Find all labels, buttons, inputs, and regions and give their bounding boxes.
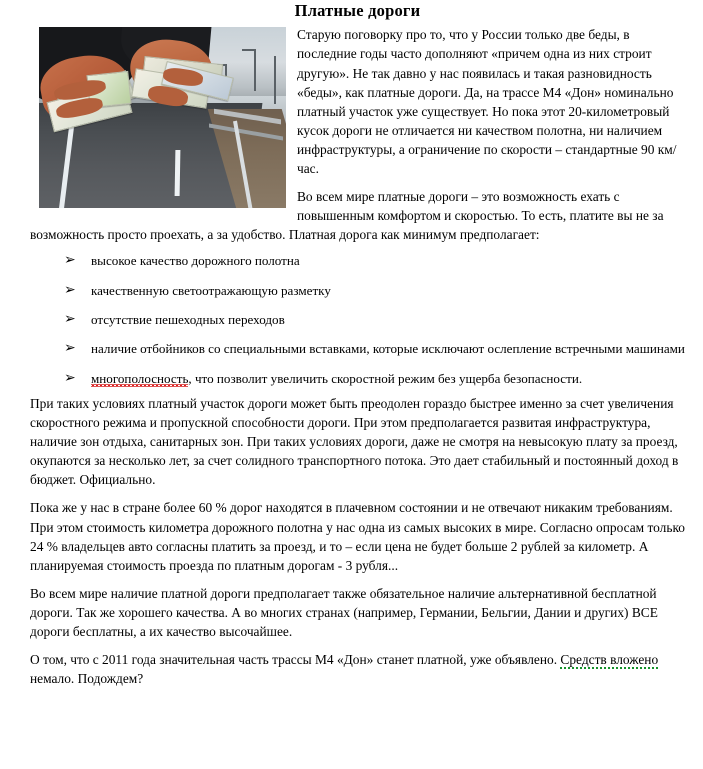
spellcheck-error-word: многополосность [91, 370, 189, 386]
list-item [61, 370, 685, 388]
money-over-road-photo [39, 27, 286, 208]
paragraph-state: Пока же у нас в стране более 60 % дорог находятся в плачевном состоянии и не отвечают никаким требованиям. При этом стоимость километра дорожного полотна у нас одна из самых высоких в мире. Согласно опросам только 24 % владельцев авто согласны платить за проезд, и то – если цена не будет больше 2 рублей за километр. А планируемая стоимость проезда по платным дорогам - 3 рубля... [30, 500, 685, 573]
paragraph-closing [30, 650, 685, 688]
list-item-label: , что позволит увеличить скоростной режим без ущерба безопасности. [188, 370, 583, 386]
closing-text-part-2: немало. Подождем? [30, 671, 144, 687]
photo-road-dash [174, 150, 180, 196]
paragraph-alternative: Во всем мире наличие платной дороги предполагает также обязательное наличие альтернативной бесплатной дороги. Так же хорошего качества. А во многих странах (например, Германии, Бельгии, Дании и других) ВСЕ дороги бесплатны, а их качество высочайшее. [30, 585, 658, 640]
paragraph-world: Во всем мире платные дороги – это возможность ехать с повышенным комфортом и скоростью. То есть, платите вы не за возможность просто проехать, а за удобство. Платная дорога как минимум предполагает: [30, 189, 664, 243]
photo-lamp-post [274, 56, 276, 104]
arrow-bullet-icon: ➢ [64, 369, 76, 386]
paragraph-conditions: При таких условиях платный участок дороги может быть преодолен гораздо быстрее именно за счет увеличения скоростного режима и пропускной способности дороги. При этом предполагается развитая инфраструктура, наличие зон отдыха, санитарных зон. При таких условиях дороги, даже не смотря на невысокую плату за проезд, окупаются за несколько лет, за счет солидного транспортного потока. Это дает стабильный и постоянный доход в бюджет. Официально. [30, 395, 679, 488]
photo-lamp-arm [242, 49, 256, 51]
list-item-label: высокое качество дорожного полотна [91, 253, 300, 269]
photo-canvas [39, 27, 286, 208]
list-item-label: качественную светоотражающую разметку [91, 282, 331, 298]
arrow-bullet-icon: ➢ [64, 311, 76, 327]
list-item [61, 282, 685, 300]
list-item-label: наличие отбойников со специальными вставками, которые исключают ослепление встречными машинами [91, 341, 685, 357]
feature-list [30, 252, 685, 388]
closing-text-part-1: О том, что с 2011 года значительная часть трассы М4 «Дон» станет платной, уже объявлено. [30, 652, 561, 668]
grammarcheck-error-phrase: Средств вложено [560, 652, 659, 668]
list-item-label: отсутствие пешеходных переходов [91, 312, 285, 327]
arrow-bullet-icon: ➢ [64, 252, 76, 269]
list-item [61, 252, 685, 270]
document-page [0, 2, 703, 769]
page-title: Платные дороги [294, 1, 421, 20]
arrow-bullet-icon: ➢ [64, 281, 76, 298]
list-item [61, 311, 685, 329]
paragraph-intro: Старую поговорку про то, что у России только две беды, в последние годы часто дополняют «причем одна из них строит другую». Не так давно у нас появилась и такая разновидность «беды», как платные дороги. Да, на трассе М4 «Дон» номинально платный участок уже существует. Но пока этот 20-километровый кусок дороги не отличается ни качеством полотна, ни наличием инфраструктуры, а ограничение по скорости – стандартные 90 км/час. [297, 27, 677, 176]
arrow-bullet-icon: ➢ [64, 340, 76, 357]
list-item [61, 340, 685, 358]
photo-lamp-post [254, 49, 256, 91]
